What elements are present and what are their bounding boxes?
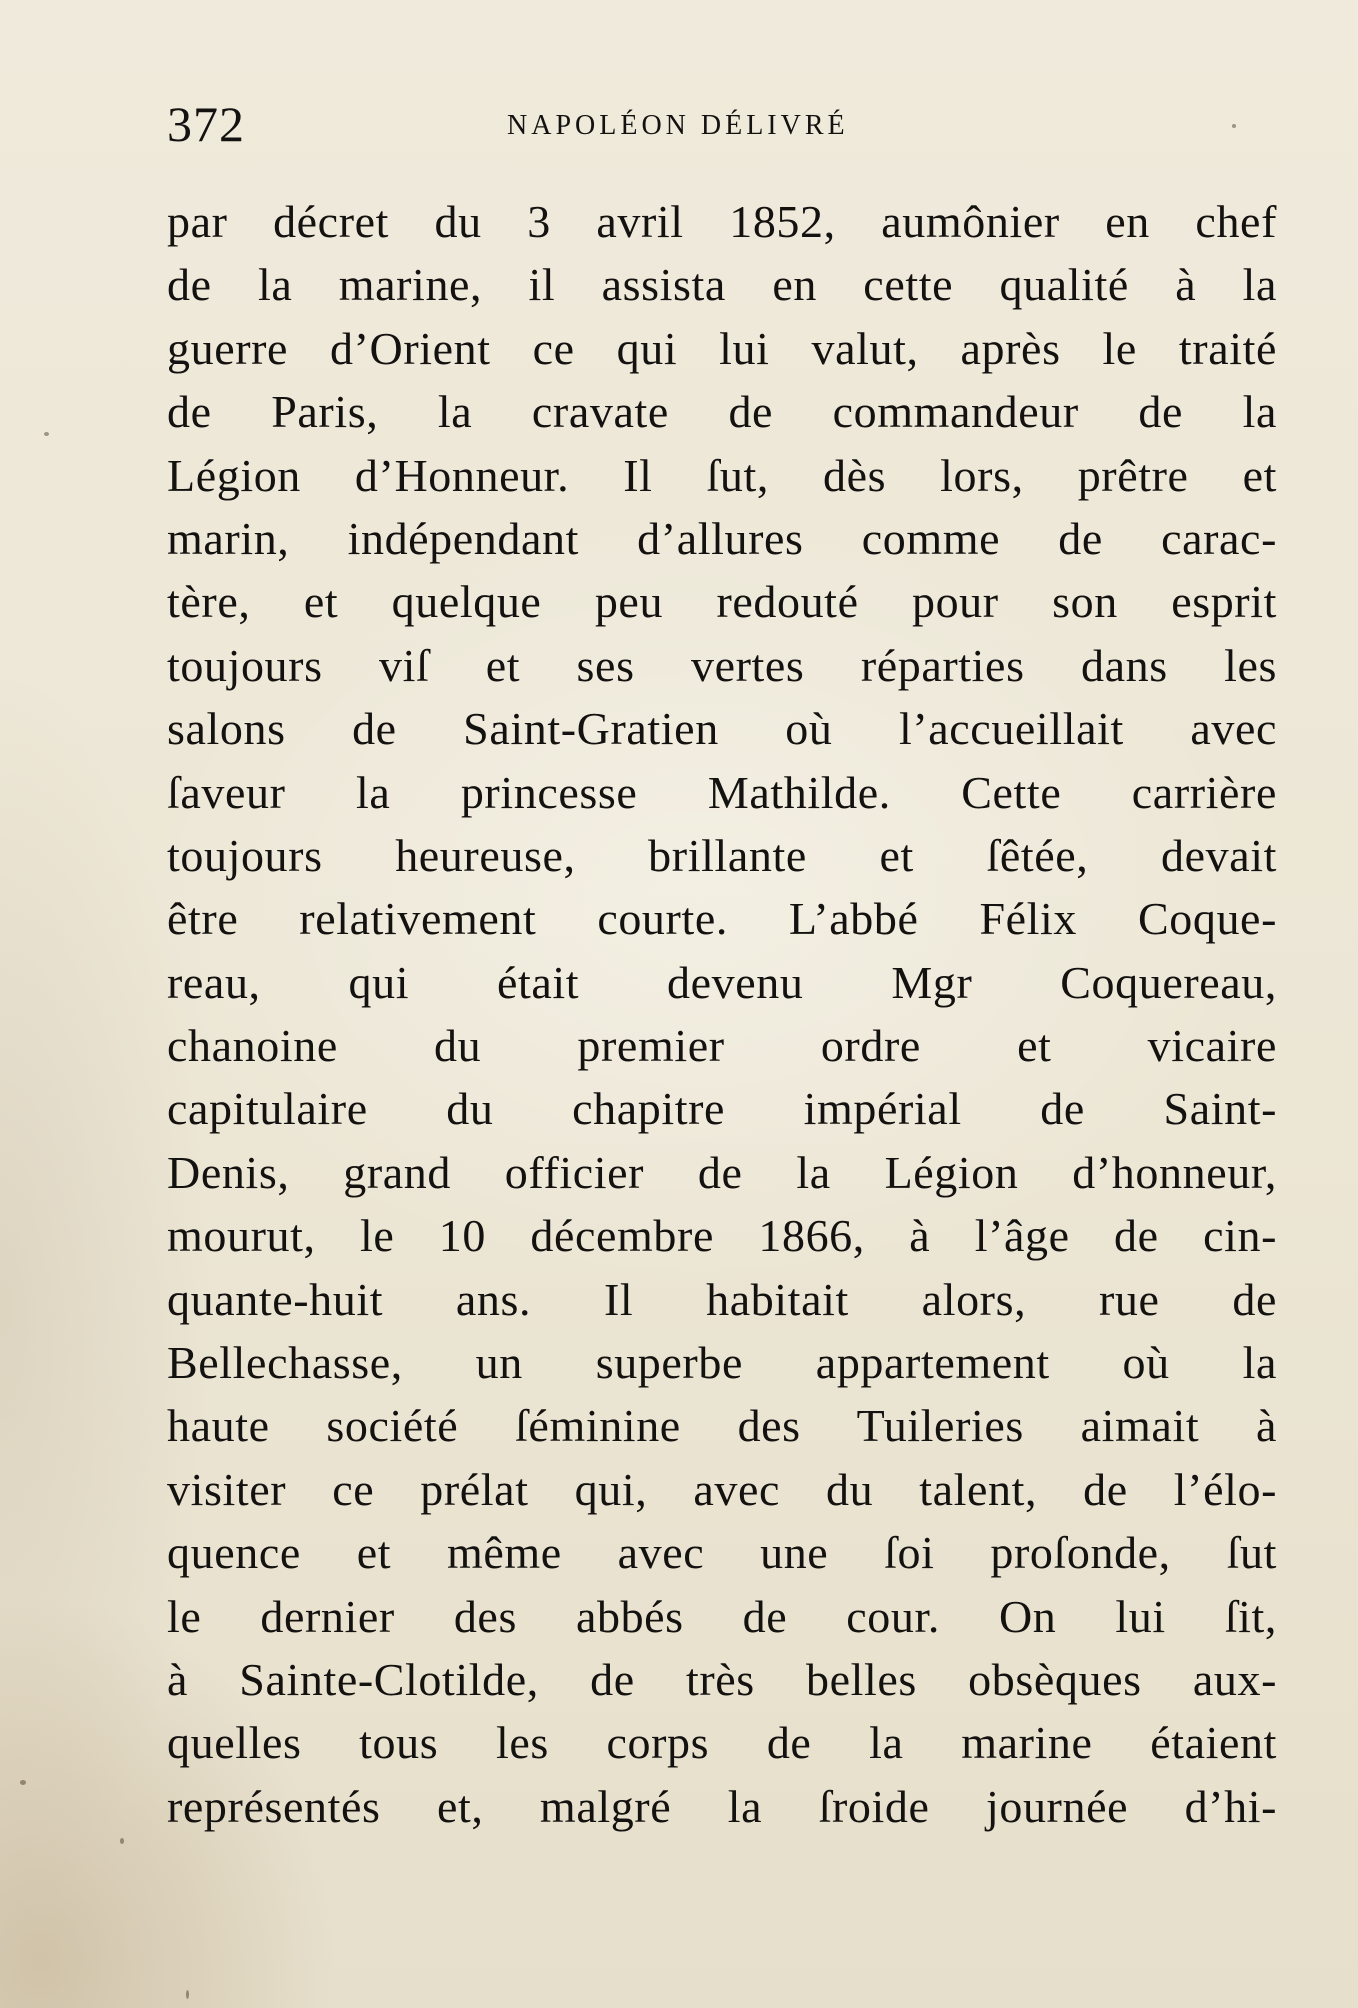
text-line: à Sainte-Clotilde, de très belles obsèques aux- — [167, 1653, 1277, 1705]
running-title: NAPOLÉON DÉLIVRÉ — [507, 110, 849, 141]
text-line: Légion d’Honneur. Il ſut, dès lors, prêtre et — [167, 449, 1277, 501]
text-line: visiter ce prélat qui, avec du talent, de l’élo- — [167, 1463, 1277, 1515]
paper-speck — [1232, 124, 1236, 128]
text-line: chanoine du premier ordre et vicaire — [167, 1020, 1277, 1072]
paper-speck — [120, 1838, 124, 1844]
text-line: capitulaire du chapitre impérial de Saint- — [167, 1083, 1277, 1135]
page-number: 372 — [167, 96, 245, 152]
text-line: guerre d’Orient ce qui lui valut, après le traité — [167, 322, 1277, 374]
text-line: mourut, le 10 décembre 1866, à l’âge de cin- — [167, 1210, 1277, 1262]
text-line: Bellechasse, un superbe appartement où la — [167, 1337, 1277, 1389]
paper-speck — [186, 1990, 189, 1999]
text-line: toujours heureuse, brillante et ſêtée, devait — [167, 829, 1277, 881]
paper-speck — [20, 1780, 26, 1785]
text-line: de Paris, la cravate de commandeur de la — [167, 386, 1277, 438]
text-line: par décret du 3 avril 1852, aumônier en chef — [167, 196, 1277, 247]
text-line: toujours viſ et ses vertes réparties dans les — [167, 639, 1277, 691]
paper-speck — [44, 432, 49, 436]
text-line: de la marine, il assista en cette qualité à la — [167, 259, 1277, 311]
text-line: haute société ſéminine des Tuileries aimait à — [167, 1400, 1277, 1452]
text-line: reau, qui était devenu Mgr Coquereau, — [167, 956, 1277, 1008]
text-line: le dernier des abbés de cour. On lui ſit, — [167, 1590, 1277, 1642]
text-line: quante-huit ans. Il habitait alors, rue de — [167, 1273, 1277, 1325]
text-line: Denis, grand officier de la Légion d’honneur, — [167, 1146, 1277, 1198]
text-line: quence et même avec une ſoi proſonde, ſut — [167, 1527, 1277, 1579]
text-line: salons de Saint-Gratien où l’accueillait avec — [167, 703, 1277, 755]
body-text — [167, 190, 1277, 1838]
text-line: représentés et, malgré la ſroide journée d’hi- — [167, 1780, 1277, 1832]
text-line: être relativement courte. L’abbé Félix Coque- — [167, 893, 1277, 945]
text-line: marin, indépendant d’allures comme de carac- — [167, 512, 1277, 564]
page-header — [167, 94, 1277, 154]
text-line: quelles tous les corps de la marine étaient — [167, 1717, 1277, 1769]
text-line: tère, et quelque peu redouté pour son esprit — [167, 576, 1277, 628]
text-line: ſaveur la princesse Mathilde. Cette carrière — [167, 766, 1277, 818]
